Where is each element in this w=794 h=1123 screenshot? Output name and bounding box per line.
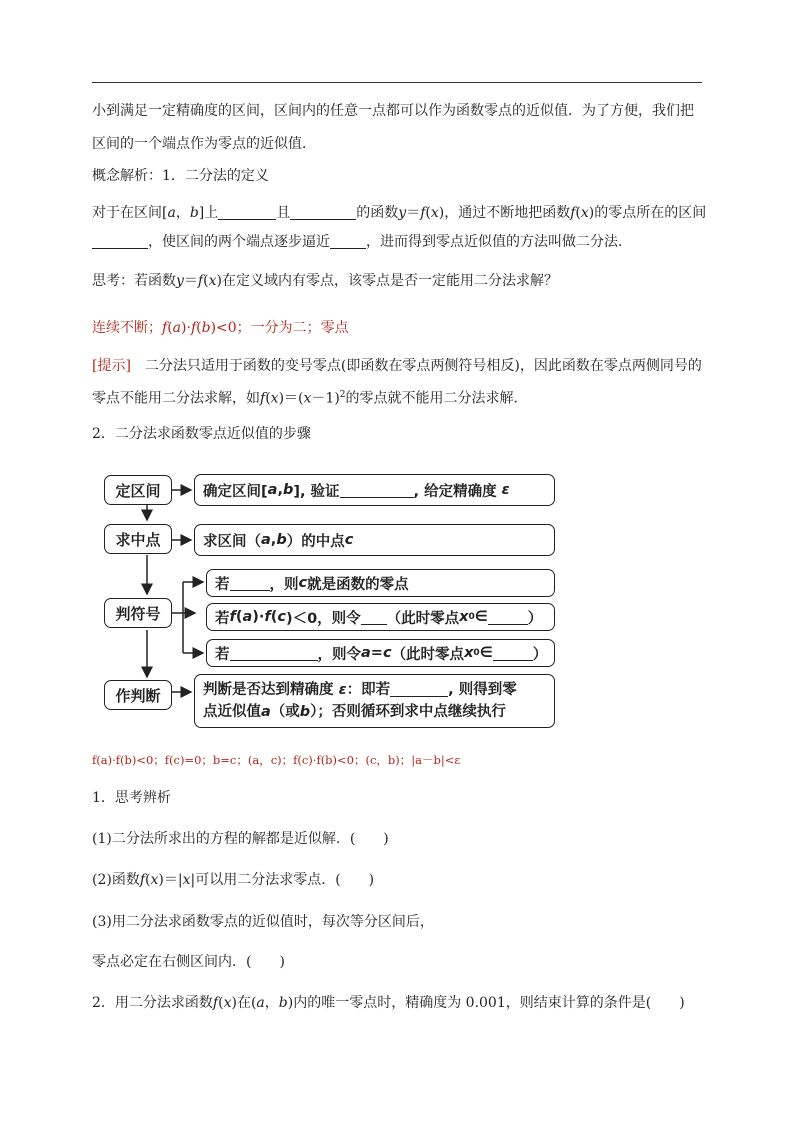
- think-question: 思考：若函数y＝f(x)在定义域内有零点，该零点是否一定能用二分法求解？: [92, 273, 558, 289]
- blank[interactable]: [488, 609, 528, 625]
- exercise-item-1: (1)二分法所求出的方程的解都是近似解．( ): [92, 831, 389, 847]
- exercise-item-3-cont: 零点必定在右侧区间内．( ): [92, 954, 285, 970]
- box-sign-zero: 若 ，则 c 就是函数的零点: [206, 569, 555, 597]
- blank[interactable]: [390, 681, 448, 697]
- box-sign-positive: 若 ，则令 a = c （此时零点 x 0 ∈ ）: [206, 639, 555, 667]
- concept-heading: 概念解析：1．二分法的定义: [92, 168, 269, 184]
- hint-line-2: 零点不能用二分法求解，如$f(x)=(x-1)^2$的零点就不能用二分法求解．: [92, 390, 528, 407]
- hint-line-1: [提示] 二分法只适用于函数的变号零点(即函数在零点两侧符号相反)，因此函数在零点两侧同号的: [92, 358, 702, 374]
- blank[interactable]: [493, 645, 533, 661]
- blank[interactable]: [230, 645, 318, 661]
- box-fix-interval: 确定区间[ a , b ], 验证 , 给定精确度 ε: [194, 474, 555, 506]
- steps-heading: 2．二分法求函数零点近似值的步骤: [92, 426, 311, 442]
- paragraph-line: 小到满足一定精确度的区间，区间内的任意一点都可以作为函数零点的近似值．为了方便，我们把: [92, 103, 694, 119]
- answer-definition: 连续不断；f(a)·f(b)<0；一分为二；零点: [92, 320, 349, 336]
- step-decide: 作判断: [104, 680, 172, 710]
- definition-line-2: ，使区间的两个端点逐步逼近 ，进而得到零点近似值的方法叫做二分法．: [92, 232, 632, 252]
- blank[interactable]: [340, 482, 414, 498]
- hint-label: [提示]: [92, 358, 131, 374]
- answer-steps: f(a)·f(b)<0；f(c)=0；b=c；(a，c)；f(c)·f(b)<0；(c，b)；|a－b|<ε: [92, 753, 461, 767]
- step-fix-interval: 定区间: [104, 475, 172, 505]
- exercise-item-3: (3)用二分法求函数零点的近似值时，每次等分区间后，: [92, 914, 434, 930]
- step-midpoint: 求中点: [104, 524, 172, 554]
- box-decide: 判断是否达到精确度 ε：即若 , 则得到零 点近似值a（或b）；否则循环到求中点继续执行: [194, 674, 555, 728]
- box-midpoint: 求区间（ a , b ）的中点 c: [194, 524, 555, 556]
- definition-line-1: 对于在区间[a，b]上 且 的函数y＝f(x)，通过不断地把函数f(x)的零点所在的区间: [92, 205, 707, 221]
- exercise-heading-1: 1．思考辨析: [92, 790, 171, 806]
- box-sign-negative: 若 f ( a )· f ( c )＜0，则令 （此时零点 x 0 ∈ ）: [206, 603, 555, 631]
- blank[interactable]: [230, 575, 270, 591]
- exercise-item-2: (2)函数f(x)＝|x|可以用二分法求零点．( ): [92, 872, 375, 888]
- paragraph-line: 区间的一个端点作为零点的近似值．: [92, 136, 316, 152]
- blank[interactable]: [361, 609, 387, 625]
- exercise-question-2: 2．用二分法求函数f(x)在(a，b)内的唯一零点时，精确度为 0.001，则结束计算的条件是( ): [92, 995, 685, 1011]
- step-judge-sign: 判符号: [104, 598, 172, 628]
